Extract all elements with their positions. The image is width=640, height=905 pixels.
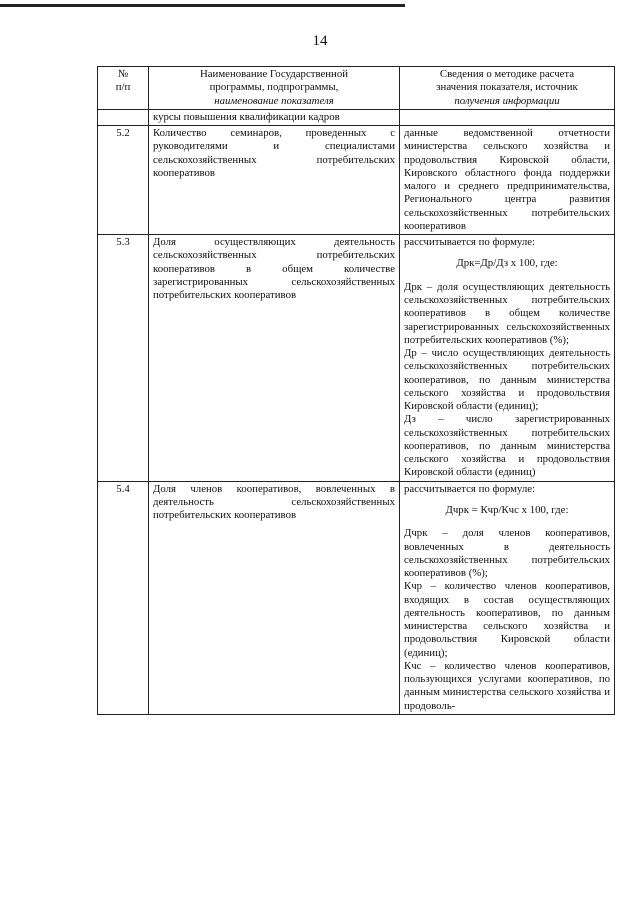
indicator-name: Доля членов кооперативов, вовлеченных в деятельность сельскохозяйственных потребительских кооперативов [149,481,400,714]
indicator-name: Количество семинаров, проведенных с руководителями и специалистами сельскохозяйственных потребительских кооперативов [149,126,400,235]
method-cell [400,481,615,714]
table-row-continuation [98,109,615,125]
page-number: 14 [312,33,328,49]
formula-definition: Дчрк – доля членов кооперативов, вовлеченных в деятельность сельскохозяйственных потребительских кооперативов (%); [404,527,610,580]
table-row [98,126,615,235]
continuation-text: курсы повышения квалификации кадров [149,109,400,125]
formula-definition: Кчс – количество членов кооперативов, пользующихся услугами кооперативов, по данным министерства сельского хозяйства и продоволь- [404,659,610,712]
row-number: 5.4 [98,481,149,714]
formula: Дчрк = Кчр/Кчс х 100, где: [445,503,569,516]
table-row [98,235,615,482]
header-name: Наименование Государственной программы, подпрограммы, наименование показателя [149,67,400,110]
formula: Дрк=Др/Дз х 100, где: [456,257,558,270]
row-number: 5.3 [98,235,149,482]
row-number: 5.2 [98,126,149,235]
formula-definition: Др – число осуществляющих деятельность сельскохозяйственных потребительских кооперативов, по данным министерства сельского хозяйства и продовольствия Кировской области (единиц); [404,347,610,413]
formula-intro: рассчитывается по формуле: [404,482,536,495]
table-header-row [98,67,615,110]
method-text: данные ведомственной отчетности министерства сельского хозяйства и продовольствия Кировской области, Кировского областного фонда поддержки малого и среднего предпринимательства, Регионального центра развития сельскохозяйственных потребительских кооперативов [400,126,615,235]
table-row [98,481,615,714]
method-cell [400,235,615,482]
formula-definition: Кчр – количество членов кооперативов, входящих в состав осуществляющих деятельность кооперативов, по данным министерства сельского хозяйства и продовольствия Кировской области (единиц); [404,580,610,659]
indicator-method-table [97,66,615,715]
formula-definition: Дрк – доля осуществляющих деятельность сельскохозяйственных потребительских кооперативов в общем количестве зарегистрированных сельскохозяйственных потребительских кооперативов (%); [404,280,610,346]
formula-intro: рассчитывается по формуле: [404,236,536,249]
header-method: Сведения о методике расчета значения показателя, источник получения информации [400,67,615,110]
indicator-name: Доля осуществляющих деятельность сельскохозяйственных потребительских кооперативов в общем количестве зарегистрированных сельскохозяйственных потребительских кооперативов [149,235,400,482]
header-number: № п/п [98,67,149,110]
formula-definition: Дз – число зарегистрированных сельскохозяйственных потребительских кооперативов, по данным министерства сельского хозяйства и продовольствия Кировской области (единиц) [404,413,610,479]
top-rule [0,4,405,7]
